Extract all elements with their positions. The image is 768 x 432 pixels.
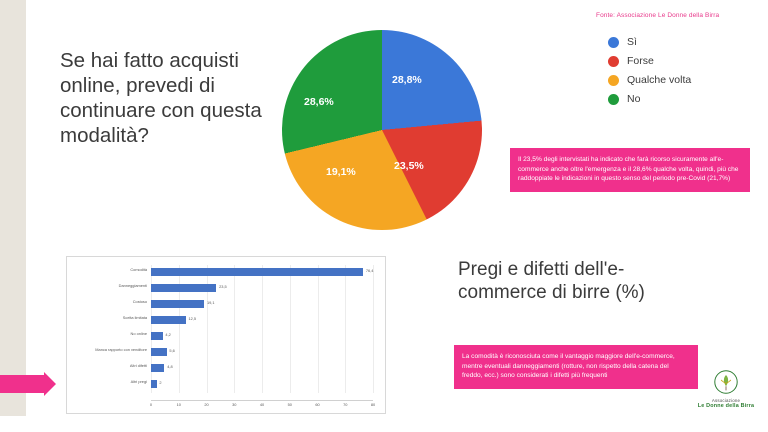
- bar-chart-axis: [151, 400, 373, 401]
- bar-category-label: Costoso: [132, 299, 147, 304]
- logo-line-1: Associazione: [711, 398, 741, 403]
- legend-label-si: Sì: [627, 36, 637, 48]
- bar-row: [95, 345, 373, 360]
- bar-value-label: 12,5: [188, 315, 197, 321]
- xtick-label: 30: [232, 402, 237, 407]
- legend-dot-no: [608, 94, 619, 105]
- bar-category-label: Comodità: [130, 267, 147, 272]
- legend-dot-forse: [608, 56, 619, 67]
- pie-slices: [282, 30, 482, 230]
- pie-legend: [608, 36, 748, 112]
- callout-top: Il 23,5% degli intervistati ha indicato che farà ricorso sicuramente all'e-commerce anche oltre l'emergenza e il 28,6% qualche volta, quindi, più che raddoppiate le indicazioni in questo senso del periodo pre-Covid (21,7%): [510, 148, 750, 192]
- xtick-label: 20: [204, 402, 209, 407]
- legend-item-qualche-volta: [608, 74, 748, 86]
- bar-value-label: 5,6: [169, 347, 175, 353]
- legend-dot-qualche-volta: [608, 75, 619, 86]
- pie-label-qualche-volta: 28,6%: [304, 96, 334, 108]
- bar-chart: [66, 256, 386, 414]
- legend-item-si: [608, 36, 748, 48]
- bar-fill: [151, 316, 186, 324]
- bottom-decorative-strip: [0, 416, 768, 432]
- bar-fill: [151, 364, 164, 372]
- page-title: Se hai fatto acquisti online, prevedi di continuare con questa modalità?: [60, 49, 262, 147]
- logo-line-2: Le Donne della Birra: [697, 403, 755, 409]
- bar-category-label: Altri difetti: [129, 363, 147, 368]
- legend-item-no: [608, 93, 748, 105]
- legend-dot-si: [608, 37, 619, 48]
- xtick-label: 10: [176, 402, 181, 407]
- bar-value-label: 4,2: [165, 331, 171, 337]
- legend-label-no: No: [627, 93, 641, 105]
- pie-label-forse: 19,1%: [326, 166, 356, 178]
- bar-fill: [151, 268, 363, 276]
- bar-value-label: 23,5: [219, 283, 227, 289]
- bar-row: [129, 361, 373, 376]
- bar-category-label: No online: [130, 331, 147, 336]
- legend-label-forse: Forse: [627, 55, 654, 67]
- logo: [690, 368, 762, 409]
- bar-row: [122, 313, 373, 328]
- source-note: Fonte: Associazione Le Donne della Birra: [596, 12, 720, 19]
- bar-value-label: 2: [159, 379, 162, 385]
- legend-label-qualche-volta: Qualche volta: [627, 74, 692, 86]
- pie-label-no: 28,8%: [392, 74, 422, 86]
- bar-row: [118, 281, 373, 296]
- bar-row: [130, 329, 373, 344]
- bar-fill: [151, 332, 163, 340]
- callout-bottom: La comodità è riconosciuta come il vantaggio maggiore dell'e-commerce, mentre eventuali danneggiamenti (rotture, non rispetto della catena del freddo, ecc.) sono considerati i difetti più frequenti: [454, 345, 698, 389]
- bar-category-label: Danneggiamenti: [118, 283, 147, 288]
- xtick-label: 60: [315, 402, 320, 407]
- xtick-label: 50: [287, 402, 292, 407]
- left-decorative-strip: [0, 0, 26, 432]
- bar-row: [130, 265, 374, 280]
- bar-row: [130, 377, 373, 392]
- xtick-label: 80: [370, 402, 376, 407]
- bar-category-label: Scelta limitata: [122, 315, 147, 320]
- bar-value-label: 4,8: [167, 363, 173, 369]
- bar-fill: [151, 380, 157, 388]
- bar-chart-xticks: [149, 402, 376, 411]
- bar-fill: [151, 284, 216, 292]
- bar-value-label: 76,4: [365, 267, 374, 273]
- bar-fill: [151, 300, 204, 308]
- pink-arrow-icon: [0, 372, 56, 396]
- bar-category-label: Manca rapporto con venditore: [95, 347, 147, 352]
- bar-value-label: 19,1: [206, 299, 215, 305]
- bar-fill: [151, 348, 167, 356]
- legend-item-forse: [608, 55, 748, 67]
- bar-category-label: Altri pregi: [130, 379, 147, 384]
- beer-wheat-icon: [712, 368, 740, 396]
- bar-chart-plot: [95, 265, 374, 393]
- pie-chart: [282, 30, 482, 230]
- xtick-label: 40: [259, 402, 265, 407]
- pie-label-si: 23,5%: [394, 160, 424, 172]
- xtick-label: 70: [343, 402, 348, 407]
- xtick-label: 0: [149, 402, 153, 407]
- section-title-pregi-difetti: Pregi e difetti dell'e-commerce di birre (%): [458, 259, 645, 303]
- bar-row: [132, 297, 373, 312]
